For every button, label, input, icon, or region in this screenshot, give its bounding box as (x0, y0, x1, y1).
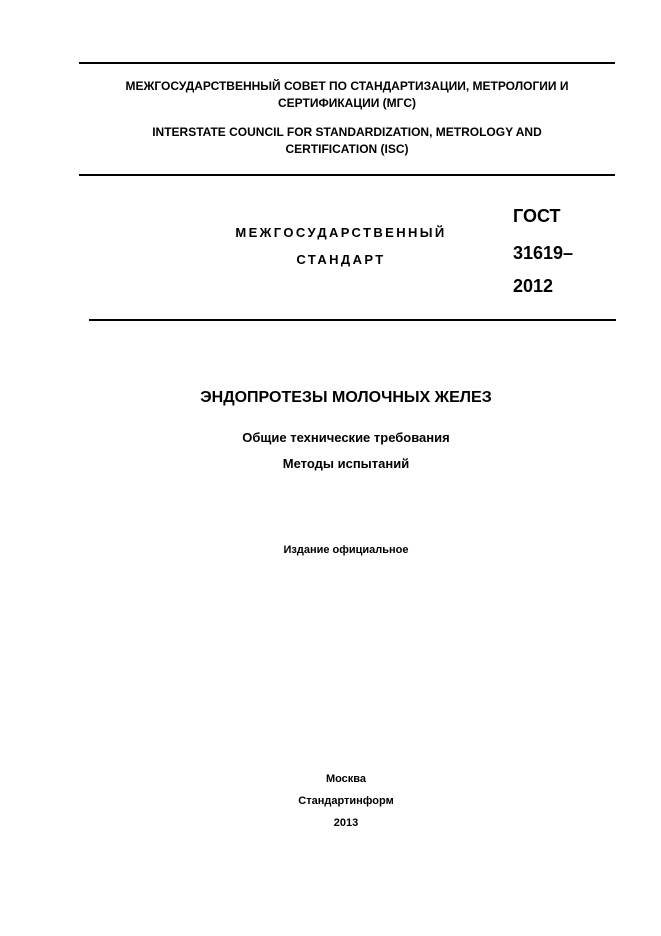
gost-number: 31619– (513, 243, 574, 263)
document-subtitle-line-2: Методы испытаний (282, 456, 410, 471)
council-en-line-1: INTERSTATE COUNCIL FOR STANDARDIZATION, METROLOGY AND (152, 125, 542, 139)
document-subtitle-line-1: Общие технические требования (242, 430, 450, 445)
council-name-russian (79, 78, 615, 112)
edition-note: Издание официальное (283, 544, 409, 556)
gost-year: 2012 (513, 276, 554, 296)
gost-prefix: ГОСТ (513, 206, 561, 226)
council-ru-line-1: МЕЖГОСУДАРСТВЕННЫЙ СОВЕТ ПО СТАНДАРТИЗАЦИИ, МЕТРОЛОГИИ И (125, 79, 569, 93)
standard-label-line-2: СТАНДАРТ (296, 252, 386, 267)
council-name-english (79, 124, 615, 158)
council-en-line-2: CERTIFICATION (ISC) (285, 142, 409, 156)
imprint-publisher: Стандартинформ (298, 795, 394, 807)
imprint-city: Москва (325, 773, 367, 785)
middle-divider (79, 174, 615, 176)
council-ru-line-2: СЕРТИФИКАЦИИ (МГС) (278, 96, 416, 110)
standard-label-line-1: МЕЖГОСУДАРСТВЕННЫЙ (235, 225, 447, 240)
lower-divider (89, 319, 616, 321)
top-divider (79, 62, 615, 64)
document-title: ЭНДОПРОТЕЗЫ МОЛОЧНЫХ ЖЕЛЕЗ (200, 389, 492, 406)
imprint-year: 2013 (333, 817, 359, 829)
